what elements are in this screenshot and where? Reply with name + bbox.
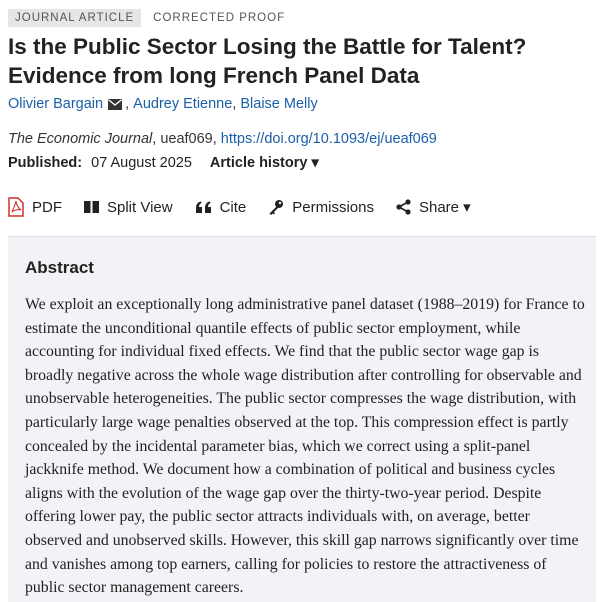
author-separator: ,	[232, 96, 237, 112]
author-link-melly[interactable]: Blaise Melly	[240, 96, 318, 112]
pdf-icon	[8, 197, 24, 217]
cite-label: Cite	[219, 198, 247, 216]
article-meta-row	[8, 9, 285, 27]
author-link-bargain[interactable]: Olivier Bargain	[8, 96, 104, 112]
published-label: Published:	[8, 155, 83, 171]
permissions-label: Permissions	[292, 198, 374, 216]
author-separator: ,	[125, 96, 130, 112]
key-icon	[268, 199, 284, 215]
split-view-button[interactable]	[84, 199, 173, 216]
pdf-button[interactable]	[8, 197, 62, 217]
abstract-text: We exploit an exceptionally long administrative panel dataset (1988–2019) for France to estimate the unconditional quantile effects of public sector employment, while accounting for individual fixed effects. We find that the public sector wage gap is broadly negative across the whole wage distribution after controlling for observable and unobservable heterogeneities. The public sector compresses the wage distribution, with particularly large wage penalties observed at the top. This compression effect is partly concealed by the incidental parameter bias, which we correct using a split-panel jackknife method. We document how a combination of political and business cycles aligns with the evolution of the wage gap over the thirty-two-year period. Despite offering lower pay, the public sector attracts individuals with, on average, better observed and unobserved skills. However, this skill gap narrows significantly over time and vanishes among top earners, calling for policies to restore the attractiveness of public sector management careers.	[25, 296, 585, 597]
split-view-icon	[84, 200, 99, 214]
published-date: 07 August 2025	[91, 155, 192, 171]
share-label: Share ▾	[418, 199, 471, 216]
journal-name: The Economic Journal	[8, 131, 153, 147]
quote-icon	[195, 201, 212, 214]
envelope-icon[interactable]	[108, 99, 122, 110]
share-icon	[396, 199, 411, 215]
article-status-badge: CORRECTED PROOF	[153, 12, 286, 24]
permissions-button[interactable]	[268, 199, 374, 216]
article-history-dropdown[interactable]: Article history ▾	[209, 155, 319, 171]
author-list	[8, 96, 318, 112]
abstract-section	[8, 236, 596, 602]
split-view-label: Split View	[107, 198, 173, 216]
share-button[interactable]	[396, 198, 471, 216]
article-toolbar	[8, 197, 493, 217]
article-id: , ueaf069,	[152, 131, 221, 147]
published-line	[8, 155, 319, 171]
abstract-heading: Abstract	[25, 258, 94, 277]
article-type-badge: JOURNAL ARTICLE	[8, 9, 141, 27]
cite-button[interactable]	[195, 199, 247, 216]
doi-link[interactable]: https://doi.org/10.1093/ej/ueaf069	[220, 131, 437, 147]
pdf-label: PDF	[32, 198, 62, 216]
article-title: Is the Public Sector Losing the Battle for Talent? Evidence from long French Panel Data	[8, 34, 527, 88]
author-link-etienne[interactable]: Audrey Etienne	[133, 96, 233, 112]
citation-line	[8, 131, 437, 147]
